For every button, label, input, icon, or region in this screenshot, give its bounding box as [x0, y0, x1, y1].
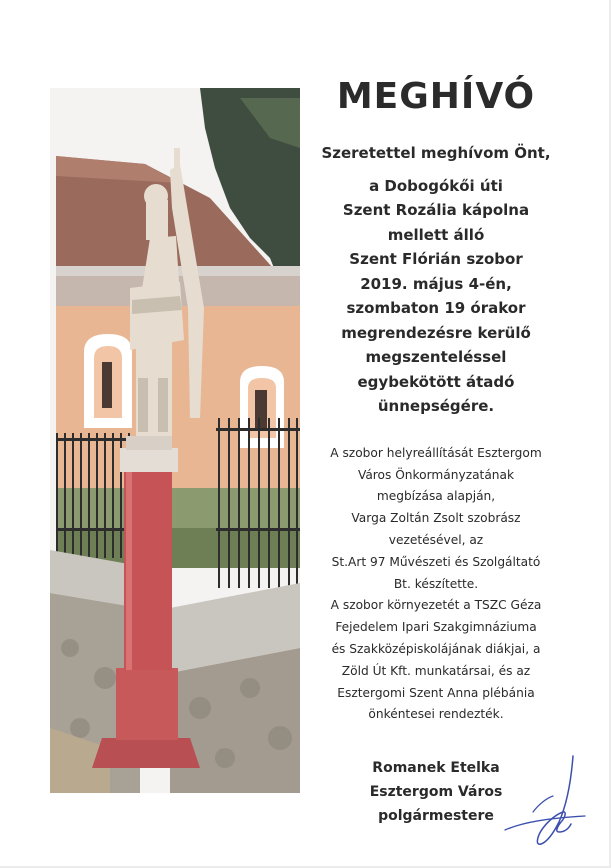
invitation-line: 2019. május 4-én,: [360, 274, 512, 293]
invitation-line: szombaton 19 órakor: [346, 299, 526, 318]
body-line: önkéntesei rendezték.: [368, 707, 504, 722]
body-line: vezetésével, az: [388, 533, 484, 548]
invitation-line: Szent Rozália kápolna: [342, 201, 530, 220]
body-line: A szobor helyreállítását Esztergom: [330, 445, 542, 460]
body-line: Fejedelem Ipari Szakgimnáziuma: [335, 620, 537, 635]
page-title: MEGHÍVÓ: [336, 76, 536, 117]
body-line: megbízása alapján,: [376, 489, 496, 504]
body-line: Esztergomi Szent Anna plébánia: [337, 685, 535, 700]
body-line: A szobor környezetét a TSZC Géza: [330, 598, 542, 613]
body-line: Város Önkormányzatának: [357, 467, 515, 482]
text-column: [306, 76, 566, 828]
body-text: [306, 443, 566, 726]
body-line: és Szakközépiskolájának diákjai, a: [331, 642, 541, 657]
invitation-line: ünnepségére.: [377, 397, 495, 416]
body-line: St.Art 97 Művészeti és Szolgáltató: [331, 554, 541, 569]
body-line: Varga Zoltán Zsolt szobrász: [351, 511, 521, 526]
invitation-line: a Dobogókői úti: [369, 176, 503, 195]
signer-role: polgármestere: [378, 808, 494, 825]
statue-photo: [50, 88, 300, 793]
body-line: Bt. készítette.: [393, 576, 479, 591]
invitation-line: mellett álló: [387, 225, 485, 244]
signer-org: Esztergom Város: [369, 784, 503, 801]
invitation-line: megszenteléssel: [365, 348, 507, 367]
handwritten-signature: [503, 752, 593, 848]
body-line: Zöld Út Kft. munkatársai, és az: [341, 663, 531, 678]
invitation-line: megrendezésre kerülő: [341, 323, 531, 342]
invitation-line: Szeretettel meghívom Önt,: [321, 144, 551, 163]
invitation-text: [306, 141, 566, 419]
invitation-line: egybekötött átadó: [357, 372, 515, 391]
signer-name: Romanek Etelka: [372, 760, 500, 777]
invitation-line: Szent Flórián szobor: [349, 250, 523, 269]
